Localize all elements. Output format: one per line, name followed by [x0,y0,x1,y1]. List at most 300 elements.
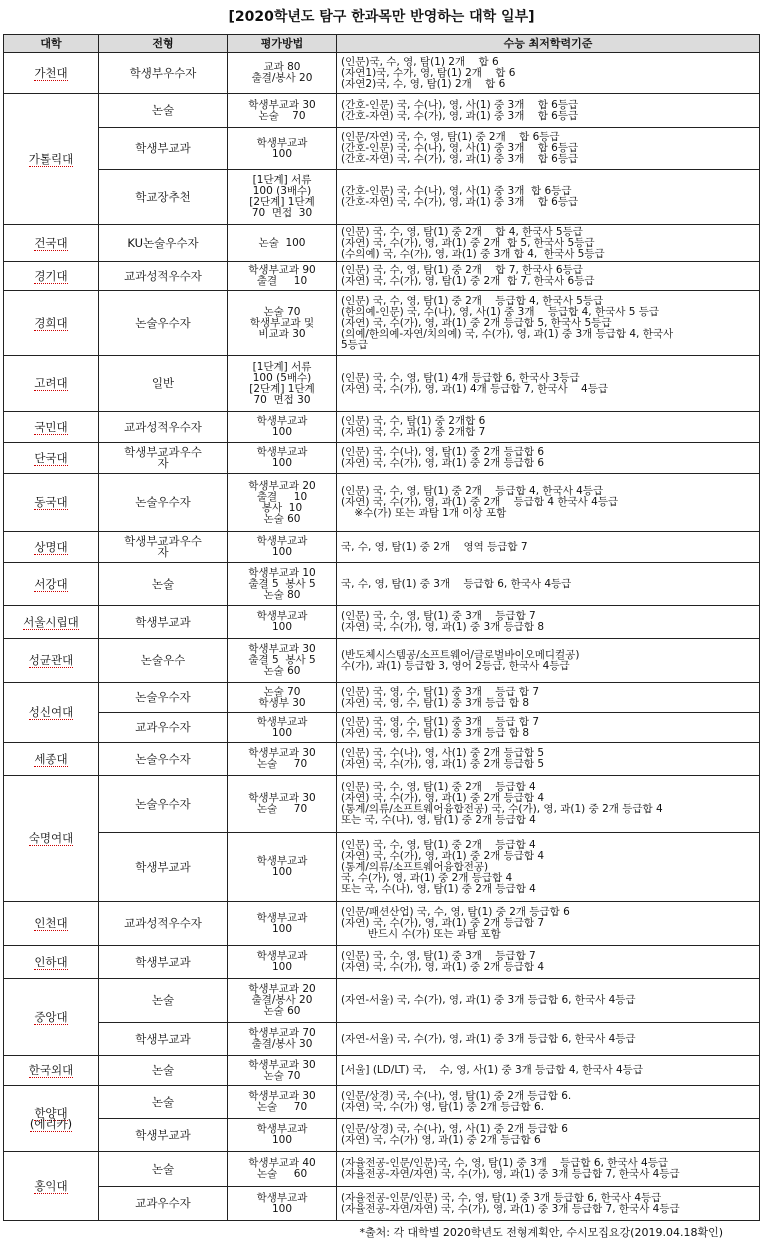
track-cell [99,1023,228,1056]
requirement-cell [337,291,760,356]
cell-line: 비교과 30 [258,327,306,340]
evaluation-cell [228,1086,337,1119]
cell-line: 봉사 10 [261,501,303,514]
cell-line: 학생부교과 [256,950,308,962]
cell-line: (인문/패션산업) 국, 수, 영, 탐(1) 중 2개 등급합 6 [341,906,570,918]
university-cell [4,1056,99,1086]
university-name: 한양대 [34,1105,68,1120]
cell-line: (자율전공-자연/자연) 국, 수(가), 영, 과(1) 중 3개 등급합 7, 한국사 4등급 [341,1202,680,1215]
track-cell [99,1152,228,1187]
cell-line: 100 [271,1134,293,1146]
university-name: (에리카) [29,1116,73,1131]
university-name: 인천대 [34,916,68,930]
table-body [4,53,760,1221]
university-name: 상명대 [34,539,68,554]
track-cell [99,262,228,291]
cell-line: 학생부교과 [256,1123,308,1135]
table-row [4,563,760,606]
cell-line: 100 [271,1202,293,1215]
university-name: 건국대 [34,235,68,250]
table-row [4,262,760,291]
cell-line: 학생부교과 [135,141,191,155]
university-cell [4,683,99,743]
cell-line: 학생부교과 [135,614,191,629]
track-cell [99,743,228,776]
table-row [4,412,760,443]
cell-line: (자율전공-자연/자연) 국, 수(가), 영, 과(1) 중 3개 등급합 7, 한국사 4등급 [341,1168,680,1180]
cell-line: (인문) 국, 수(나), 영, 탐(1) 중 2개 등급합 6 [341,446,545,458]
cell-line: (자연) 국, 수(가), 영, 과(1) 중 2개 합 5, 한국사 5등급 [341,236,595,249]
cell-line: (반도체시스템공/소프트웨어/글로벌바이오메디컬공) [341,648,580,661]
track-cell [99,639,228,683]
cell-line: 교과성적우수자 [124,419,202,434]
cell-line: 논술 70 [258,109,306,122]
evaluation-cell [228,128,337,170]
requirement-cell [337,743,760,776]
header-requirement: 수능 최저학력기준 [337,35,760,53]
evaluation-cell [228,1152,337,1187]
cell-line: 출결/봉사 20 [251,994,313,1006]
requirement-cell [337,1086,760,1119]
cell-line: 논술 60 [263,665,301,677]
university-cell [4,53,99,94]
cell-line: 출결 10 [256,490,308,503]
cell-line: 교과우수자 [135,720,191,734]
cell-line: [1단계] 서류 [252,174,312,186]
cell-line: 5등급 [341,338,368,351]
cell-line: (인문) 국, 수, 영, 탐(1) 중 3개 등급합 7 [341,610,536,622]
university-cell [4,902,99,946]
cell-line: 70 면접 30 [251,207,313,219]
evaluation-cell [228,170,337,225]
cell-line: (수의예) 국, 수(가), 영, 과(1) 중 3개 합 4, 한국사 5등급 [341,247,605,260]
cell-line: (자율전공-인문/인문)국, 수, 영, 탐(1) 중 3개 등급합 6, 한국사 4등급 [341,1157,668,1169]
cell-line: (인문) 국, 수(나), 영, 사(1) 중 2개 등급합 5 [341,747,545,759]
requirement-cell [337,1056,760,1086]
cell-line: 학생부교과 [256,715,308,728]
table-row [4,833,760,902]
cell-line: 100 (3배수) [252,185,312,197]
evaluation-cell [228,743,337,776]
university-cell [4,262,99,291]
track-cell [99,225,228,262]
cell-line: 학생부교과 20 [248,479,316,492]
university-name: 가톨릭대 [28,151,74,166]
table-row [4,53,760,94]
cell-line: 학생부교과 및 [249,316,315,329]
track-cell [99,833,228,902]
cell-line: (자연) 국, 수, 과(1) 중 2개합 7 [341,426,486,438]
cell-line: 교과성적우수자 [124,916,202,930]
evaluation-cell [228,1056,337,1086]
cell-line: (인문) 국, 영, 수, 탐(1) 중 3개 등급 합 7 [341,715,540,728]
university-cell [4,532,99,563]
table-row [4,291,760,356]
track-cell [99,412,228,443]
cell-line: 논술우수자 [135,315,191,330]
cell-line: (자연) 국, 수(가), 영, 과(1) 중 2개 등급합 7 [341,917,545,929]
evaluation-cell [228,946,337,979]
university-name: 성균관대 [28,653,74,667]
cell-line: 학생부교과 70 [248,1027,316,1039]
cell-line: 100 [271,621,293,633]
university-cell [4,563,99,606]
cell-line: 논술 60 [256,1168,308,1180]
cell-line: (자연) 국, 수(가), 영, 과(1) 중 2개 등급합 4 [341,849,545,862]
requirement-cell [337,606,760,639]
table-row [4,743,760,776]
cell-line: (자연) 국, 수(가), 영, 과(1) 중 2개 등급합 4 한국사 4등급 [341,496,619,508]
requirement-cell [337,833,760,902]
track-cell [99,532,228,563]
cell-line: 100 [271,866,293,878]
evaluation-cell [228,532,337,563]
university-name: 경희대 [34,315,68,330]
university-name: 경기대 [34,268,68,283]
cell-line: (자연) 국, 수(가), 영, 과(1) 중 2개 등급합 5, 한국사 5등급 [341,316,612,329]
requirement-cell [337,412,760,443]
requirement-cell [337,1119,760,1152]
cell-line: (인문/자연) 국, 수, 영, 탐(1) 중 2개 합 6등급 [341,131,560,143]
evaluation-cell [228,356,337,412]
cell-line: 출결 10 [256,275,308,287]
track-cell [99,1119,228,1152]
cell-line: (통계/의류/소프트웨어융합전공) 국, 수(가), 영, 과(1) 중 2개 등급합 4 [341,803,663,815]
table-row [4,1187,760,1221]
cell-line: 학생부교과 [256,415,308,427]
cell-line: 100 [271,961,293,973]
evaluation-cell [228,1187,337,1221]
requirement-cell [337,1152,760,1187]
cell-line: 논술 60 [263,1005,301,1017]
cell-line: 논술 [151,576,175,591]
evaluation-cell [228,902,337,946]
cell-line: 학생부교과 90 [248,264,316,276]
track-cell [99,1056,228,1086]
cell-line: 논술 [151,1094,175,1109]
evaluation-cell [228,262,337,291]
evaluation-cell [228,291,337,356]
cell-line: (인문) 국, 수, 영, 탐(1) 중 2개 합 4, 한국사 5등급 [341,225,583,238]
cell-line: 교과성적우수자 [124,268,202,283]
cell-line: 학생부교과 [256,446,308,458]
cell-line: 학생부교과 [256,855,308,867]
cell-line: 학생부교과 30 [248,1058,316,1071]
cell-line: (자연1)국, 수가, 영, 탐(1) 2개 합 6 [341,66,516,79]
table-row [4,946,760,979]
requirement-cell [337,683,760,713]
cell-line: (자연) 국, 수(가), 영, 과(1) 4개 등급합 7, 한국사 4등급 [341,382,608,395]
table-row [4,639,760,683]
university-cell [4,639,99,683]
cell-line: 논술 70 [256,803,308,815]
university-cell [4,356,99,412]
cell-line: 학생부교과 [135,1127,191,1142]
table-row [4,474,760,532]
cell-line: 또는 국, 수(나), 영, 탐(1) 중 2개 등급합 4 [341,814,536,826]
cell-line: 논술우수자 [135,796,191,811]
track-cell [99,979,228,1023]
cell-line: 출결 5 봉사 5 [248,654,316,666]
cell-line: 100 [271,457,293,469]
cell-line: (자연) 국, 수(가) 영, 탐(1) 중 2개 등급합 6. [341,1101,545,1113]
table-row [4,606,760,639]
cell-line: (인문) 국, 수, 영, 탐(1) 중 2개 합 7, 한국사 6등급 [341,264,583,276]
cell-line: (자연-서울) 국, 수(가), 영, 과(1) 중 3개 등급합 6, 한국사 4등급 [341,1032,636,1045]
requirement-cell [337,128,760,170]
cell-line: (인문/상경) 국, 수(나), 영, 탐(1) 중 2개 등급합 6. [341,1090,572,1102]
table-row [4,170,760,225]
requirement-cell [337,1023,760,1056]
requirement-cell [337,563,760,606]
cell-line: 반드시 수(가) 또는 과탐 포함 [341,928,501,940]
cell-line: 학생부교과 [135,954,191,969]
university-name: 고려대 [34,376,68,390]
cell-line: (자연) 국, 영, 수, 탐(1) 중 3개 등급 합 8 [341,696,530,709]
cell-line: 100 (5배수) [252,371,312,384]
cell-line: 논술우수자 [135,690,191,704]
cell-line: 국, 수, 영, 탐(1) 중 3개 등급합 6, 한국사 4등급 [341,577,572,590]
header-university: 대학 [4,35,99,53]
evaluation-cell [228,94,337,128]
cell-line: [서울] (LD/LT) 국, 수, 영, 사(1) 중 3개 등급합 4, 한국사 4등급 [341,1064,643,1076]
cell-line: (간호-자연) 국, 수(가), 영, 과(1) 중 3개 합 6등급 [341,196,579,208]
university-name: 가천대 [34,65,68,80]
evaluation-cell [228,443,337,474]
cell-line: 출결/봉사 30 [251,1038,313,1050]
evaluation-cell [228,833,337,902]
university-cell [4,1152,99,1221]
track-cell [99,356,228,412]
cell-line: (인문)국, 수, 영, 탐(1) 2개 합 6 [341,55,499,68]
track-cell [99,683,228,713]
cell-line: 70 면접 30 [253,393,311,406]
cell-line: (통계/의류/소프트웨어융합전공) [341,860,489,873]
cell-line: 학생부교과우수 [124,534,202,548]
evaluation-cell [228,639,337,683]
requirement-cell [337,902,760,946]
track-cell [99,776,228,833]
cell-line: 국, 수(가), 영, 과(1) 중 2개 등급합 4 [341,871,513,884]
university-cell [4,474,99,532]
table-row [4,443,760,474]
university-name: 인하대 [34,954,68,969]
university-name: 한국외대 [28,1063,74,1077]
track-cell [99,128,228,170]
header-track: 전형 [99,35,228,53]
track-cell [99,1187,228,1221]
table-row [4,902,760,946]
cell-line: 학생부교과 [256,911,308,924]
cell-line: ※수(가) 또는 과탐 1개 이상 포함 [341,507,507,519]
cell-line: (자연) 국, 수(가), 영, 과(1) 중 2개 등급합 4 [341,792,545,804]
cell-line: 논술 70 [263,305,301,318]
table-row [4,713,760,743]
cell-line: KU논술우수자 [127,235,199,250]
table-row [4,1023,760,1056]
evaluation-cell [228,713,337,743]
cell-line: 학교장추천 [135,189,191,204]
cell-line: 일반 [151,376,175,390]
track-cell [99,94,228,128]
university-cell [4,979,99,1056]
university-name: 세종대 [34,751,68,766]
university-name: 홍익대 [34,1178,68,1193]
cell-line: (자연) 국, 수(가) 영, 과(1) 중 2개 등급합 6 [341,1134,541,1146]
cell-line: 자 [157,545,169,559]
cell-line: 학생부 30 [258,696,306,709]
cell-line: 또는 국, 수(나), 영, 탐(1) 중 2개 등급합 4 [341,882,536,895]
table-row [4,776,760,833]
cell-line: 학생부교과 30 [248,792,316,804]
track-cell [99,606,228,639]
table-row [4,532,760,563]
university-cell [4,743,99,776]
cell-line: 논술 70 [256,758,308,770]
cell-line: (자연) 국, 영, 수, 탐(1) 중 3개 등급 합 8 [341,726,530,739]
cell-line: 학생부교과 [256,610,308,622]
cell-line: 논술우수 [140,653,186,667]
cell-line: 학생부교과 30 [248,747,316,759]
requirement-cell [337,474,760,532]
evaluation-cell [228,776,337,833]
requirement-cell [337,1187,760,1221]
cell-line: (인문) 국, 수, 영, 탐(1) 중 2개 등급합 4 [341,838,536,851]
cell-line: (간호-인문) 국, 수(나), 영, 사(1) 중 3개 합 6등급 [341,185,572,197]
table-row [4,1056,760,1086]
university-name: 동국대 [34,495,68,509]
cell-line: (인문) 국, 수, 영, 탐(1) 4개 등급합 6, 한국사 3등급 [341,371,580,384]
table-row [4,225,760,262]
cell-line: (자연) 국, 수(가), 영, 과(1) 중 2개 등급합 4 [341,961,545,973]
requirement-cell [337,225,760,262]
cell-line: (인문) 국, 수, 영, 탐(1) 중 2개 등급합 4 [341,781,536,793]
university-name: 성신여대 [28,705,74,719]
evaluation-cell [228,225,337,262]
header-evaluation: 평가방법 [228,35,337,53]
evaluation-cell [228,979,337,1023]
cell-line: (인문) 국, 수, 탐(1) 중 2개합 6 [341,415,486,427]
track-cell [99,946,228,979]
cell-line: 교과우수자 [135,1196,191,1210]
track-cell [99,713,228,743]
cell-line: 100 [271,726,293,739]
cell-line: (자연) 국, 수(가), 영, 과(1) 중 2개 등급합 6 [341,457,545,469]
requirement-cell [337,532,760,563]
cell-line: 논술 60 [263,512,301,525]
cell-line: 논술 80 [263,588,301,601]
cell-line: [2단계] 1단계 [249,382,315,395]
cell-line: 100 [271,147,293,160]
university-cell [4,443,99,474]
cell-line: (인문/상경) 국, 수(나), 영, 사(1) 중 2개 등급합 6 [341,1123,568,1135]
cell-line: [2단계] 1단계 [249,196,315,208]
cell-line: 학생부교과 [256,535,308,547]
cell-line: 학생부교과 30 [248,98,316,111]
cell-line: 논술 [151,1161,175,1176]
cell-line: 교과 80 [263,61,301,73]
cell-line: (자율전공-인문/인문) 국, 수, 영, 탐(1) 중 3개 등급합 6, 한국사 4등급 [341,1191,662,1204]
cell-line: 학생부교과 [135,859,191,874]
university-name: 서강대 [34,576,68,591]
admission-table [3,34,760,1221]
cell-line: 학생부교과 30 [248,1090,316,1102]
requirement-cell [337,639,760,683]
cell-line: (자연-서울) 국, 수(가), 영, 과(1) 중 3개 등급합 6, 한국사 4등급 [341,994,636,1006]
cell-line: 논술 70 [256,1101,308,1113]
evaluation-cell [228,53,337,94]
cell-line: 논술 [151,993,175,1007]
university-cell [4,412,99,443]
requirement-cell [337,94,760,128]
university-name: 국민대 [34,419,68,434]
table-row [4,356,760,412]
cell-line: 국, 수, 영, 탐(1) 중 2개 영역 등급합 7 [341,540,528,553]
requirement-cell [337,53,760,94]
table-row [4,979,760,1023]
table-row [4,1152,760,1187]
table-header-row [4,35,760,53]
cell-line: 논술 [151,103,175,117]
cell-line: 학생부교과 20 [248,983,316,995]
cell-line: (자연) 국, 수(가), 영, 과(1) 중 2개 등급합 5 [341,758,545,770]
track-cell [99,1086,228,1119]
cell-line: 논술우수자 [135,495,191,509]
university-cell [4,606,99,639]
evaluation-cell [228,606,337,639]
cell-line: 학생부교과 10 [248,566,316,579]
cell-line: (간호-인문) 국, 수(나), 영, 사(1) 중 3개 합 6등급 [341,98,579,111]
cell-line: (간호-인문) 국, 수(나), 영, 사(1) 중 3개 합 6등급 [341,142,579,154]
cell-line: 100 [271,546,293,558]
evaluation-cell [228,563,337,606]
track-cell [99,563,228,606]
cell-line: (간호-자연) 국, 수(가), 영, 과(1) 중 3개 합 6등급 [341,153,579,165]
university-cell [4,94,99,225]
page-title: [2020학년도 탐구 한과목만 반영하는 대학 일부] [228,9,535,25]
cell-line: (간호-자연) 국, 수(가), 영, 과(1) 중 3개 합 6등급 [341,109,579,122]
cell-line: 수(가), 과(1) 등급합 3, 영어 2등급, 한국사 4등급 [341,659,570,672]
university-cell [4,225,99,262]
table-row [4,683,760,713]
cell-line: 학생부교과 [135,1031,191,1046]
university-name: 중앙대 [34,1009,68,1024]
table-row [4,128,760,170]
cell-line: (자연) 국, 수(가), 영, 과(1) 중 3개 등급합 8 [341,621,545,633]
evaluation-cell [228,683,337,713]
cell-line: (인문) 국, 수, 영, 탐(1) 중 2개 등급합 4, 한국사 4등급 [341,485,604,497]
table-row [4,1086,760,1119]
track-cell [99,170,228,225]
university-name: 숙명여대 [28,831,74,845]
cell-line: 논술우수자 [135,751,191,766]
requirement-cell [337,262,760,291]
evaluation-cell [228,412,337,443]
university-cell [4,1086,99,1152]
cell-line: (인문) 국, 수, 영, 탐(1) 중 3개 등급합 7 [341,950,536,962]
requirement-cell [337,776,760,833]
university-name: 단국대 [34,450,68,465]
cell-line: (인문) 국, 수, 영, 탐(1) 중 2개 등급합 4, 한국사 5등급 [341,294,604,307]
cell-line: 학생부교과 [256,1191,308,1204]
source-footnote: *출처: 각 대학별 2020학년도 전형계획안, 수시모집요강(2019.04.18확인) [359,1226,723,1239]
cell-line: 출결/봉사 20 [251,72,313,84]
cell-line: 논술 100 [258,236,306,249]
requirement-cell [337,443,760,474]
cell-line: 100 [271,922,293,935]
track-cell [99,474,228,532]
cell-line: 학생부교과 40 [248,1157,316,1169]
